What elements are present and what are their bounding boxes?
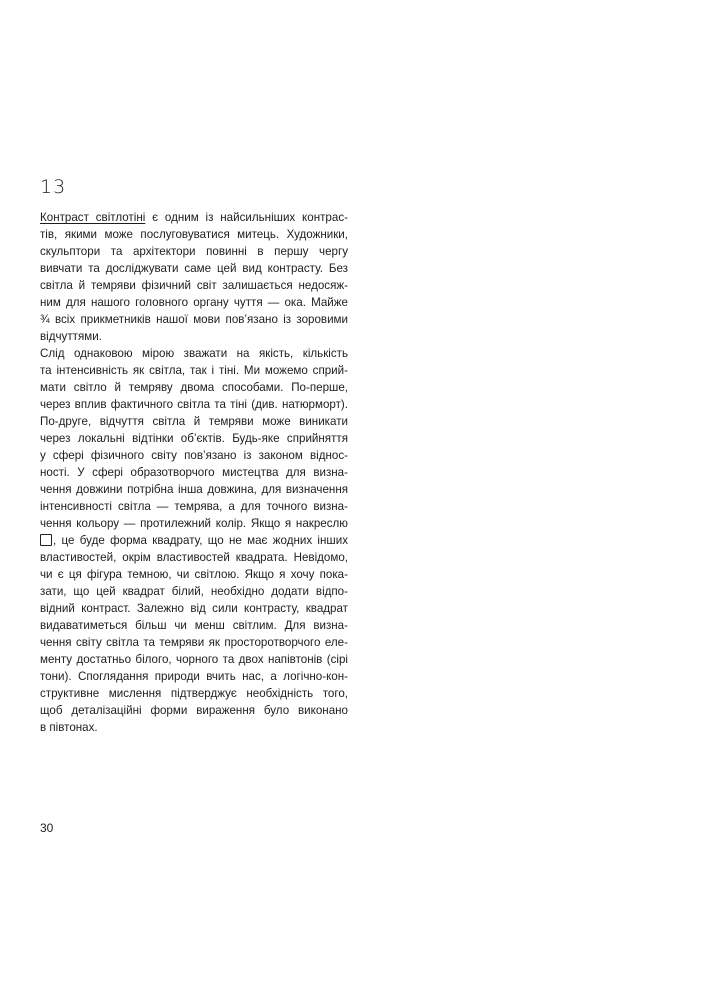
text-span: зати, що цей квадрат білий, необхідно додати відпо- bbox=[40, 585, 348, 598]
text-line bbox=[40, 345, 348, 362]
text-line bbox=[40, 617, 348, 634]
text-line bbox=[40, 447, 348, 464]
text-span: чення кольору — протилежний колір. Якщо я накреслю bbox=[40, 517, 348, 530]
text-span: чи є ця фігура темною, чи світлою. Якщо я хочу пока- bbox=[40, 568, 348, 581]
text-line bbox=[40, 668, 348, 685]
text-span: ¾ всіх прикметників нашої мови пов’язано із зоровими bbox=[40, 313, 348, 326]
text-span: через вплив фактичного світла та тіні (див. натюрморт). bbox=[40, 398, 348, 411]
text-span: ності. У сфері образотворчого мистецтва для визна- bbox=[40, 466, 348, 479]
page-number: 30 bbox=[40, 821, 54, 835]
text-span: , це буде форма квадрату, що не має жодних інших bbox=[53, 534, 348, 547]
text-line bbox=[40, 311, 348, 328]
text-span: є одним із найсильніших контрас- bbox=[145, 211, 348, 224]
text-span: ним для нашого головного органу чуття — ока. Майже bbox=[40, 296, 348, 309]
text-span: Слід однаковою мірою зважати на якість, кількість bbox=[40, 347, 348, 360]
text-line bbox=[40, 549, 348, 566]
text-line bbox=[40, 294, 348, 311]
paragraph bbox=[40, 209, 348, 345]
text-line bbox=[40, 260, 348, 277]
text-line bbox=[40, 328, 348, 345]
text-span: вивчати та досліджувати саме цей вид контрасту. Без bbox=[40, 262, 348, 275]
text-line bbox=[40, 532, 348, 549]
term-underlined: Контраст світлотіні bbox=[40, 211, 146, 224]
text-line bbox=[40, 498, 348, 515]
text-line bbox=[40, 634, 348, 651]
text-line bbox=[40, 719, 348, 736]
text-line bbox=[40, 396, 348, 413]
text-line bbox=[40, 685, 348, 702]
square-figure-icon bbox=[40, 534, 52, 546]
text-span: відчуттями. bbox=[40, 330, 102, 343]
text-span: структивне мислення підтверджує необхідність того, bbox=[40, 687, 348, 700]
text-span: в півтонах. bbox=[40, 721, 98, 734]
text-line bbox=[40, 583, 348, 600]
text-line bbox=[40, 566, 348, 583]
text-line bbox=[40, 515, 348, 532]
text-line bbox=[40, 226, 348, 243]
text-line bbox=[40, 600, 348, 617]
text-span: інтенсивності світла — темрява, а для точного визна- bbox=[40, 500, 348, 513]
text-span: мати світло й темряву двома способами. По-перше, bbox=[40, 381, 348, 394]
text-span: чення довжини потрібна інша довжина, для визначення bbox=[40, 483, 348, 496]
text-line bbox=[40, 243, 348, 260]
text-line bbox=[40, 362, 348, 379]
text-span: через локальні відтінки об’єктів. Будь-яке сприйняття bbox=[40, 432, 348, 445]
text-line bbox=[40, 379, 348, 396]
text-line bbox=[40, 430, 348, 447]
text-line bbox=[40, 702, 348, 719]
text-line bbox=[40, 209, 348, 226]
chapter-number: 13 bbox=[40, 176, 67, 198]
text-span: відний контраст. Залежно від сили контрасту, квадрат bbox=[40, 602, 348, 615]
text-line bbox=[40, 481, 348, 498]
text-line bbox=[40, 413, 348, 430]
text-span: світла й темряви фізичний світ залишається недосяж- bbox=[40, 279, 348, 292]
text-span: тони). Споглядання природи вчить нас, а логічно-кон- bbox=[40, 670, 348, 683]
paragraph bbox=[40, 345, 348, 736]
text-span: менту достатньо білого, чорного та двох напівтонів (сірі bbox=[40, 653, 348, 666]
text-span: тів, якими може послуговуватися митець. Художники, bbox=[40, 228, 348, 241]
text-line bbox=[40, 651, 348, 668]
text-line bbox=[40, 277, 348, 294]
text-span: видаватиметься більш чи менш світлим. Для визна- bbox=[40, 619, 348, 632]
text-span: щоб деталізаційні форми вираження було виконано bbox=[40, 704, 348, 717]
body-text bbox=[40, 209, 348, 736]
text-span: чення світу світла та темряви як просторотворчого еле- bbox=[40, 636, 348, 649]
text-span: скульптори та архітектори повинні в першу чергу bbox=[40, 245, 348, 258]
text-line bbox=[40, 464, 348, 481]
text-span: у сфері фізичного світу пов’язано із законом віднос- bbox=[40, 449, 348, 462]
text-span: властивостей, окрім властивостей квадрата. Невідомо, bbox=[40, 551, 348, 564]
text-span: По-друге, відчуття світла й темряви може виникати bbox=[40, 415, 348, 428]
text-span: та інтенсивність як світла, так і тіні. Ми можемо сприй- bbox=[40, 364, 348, 377]
